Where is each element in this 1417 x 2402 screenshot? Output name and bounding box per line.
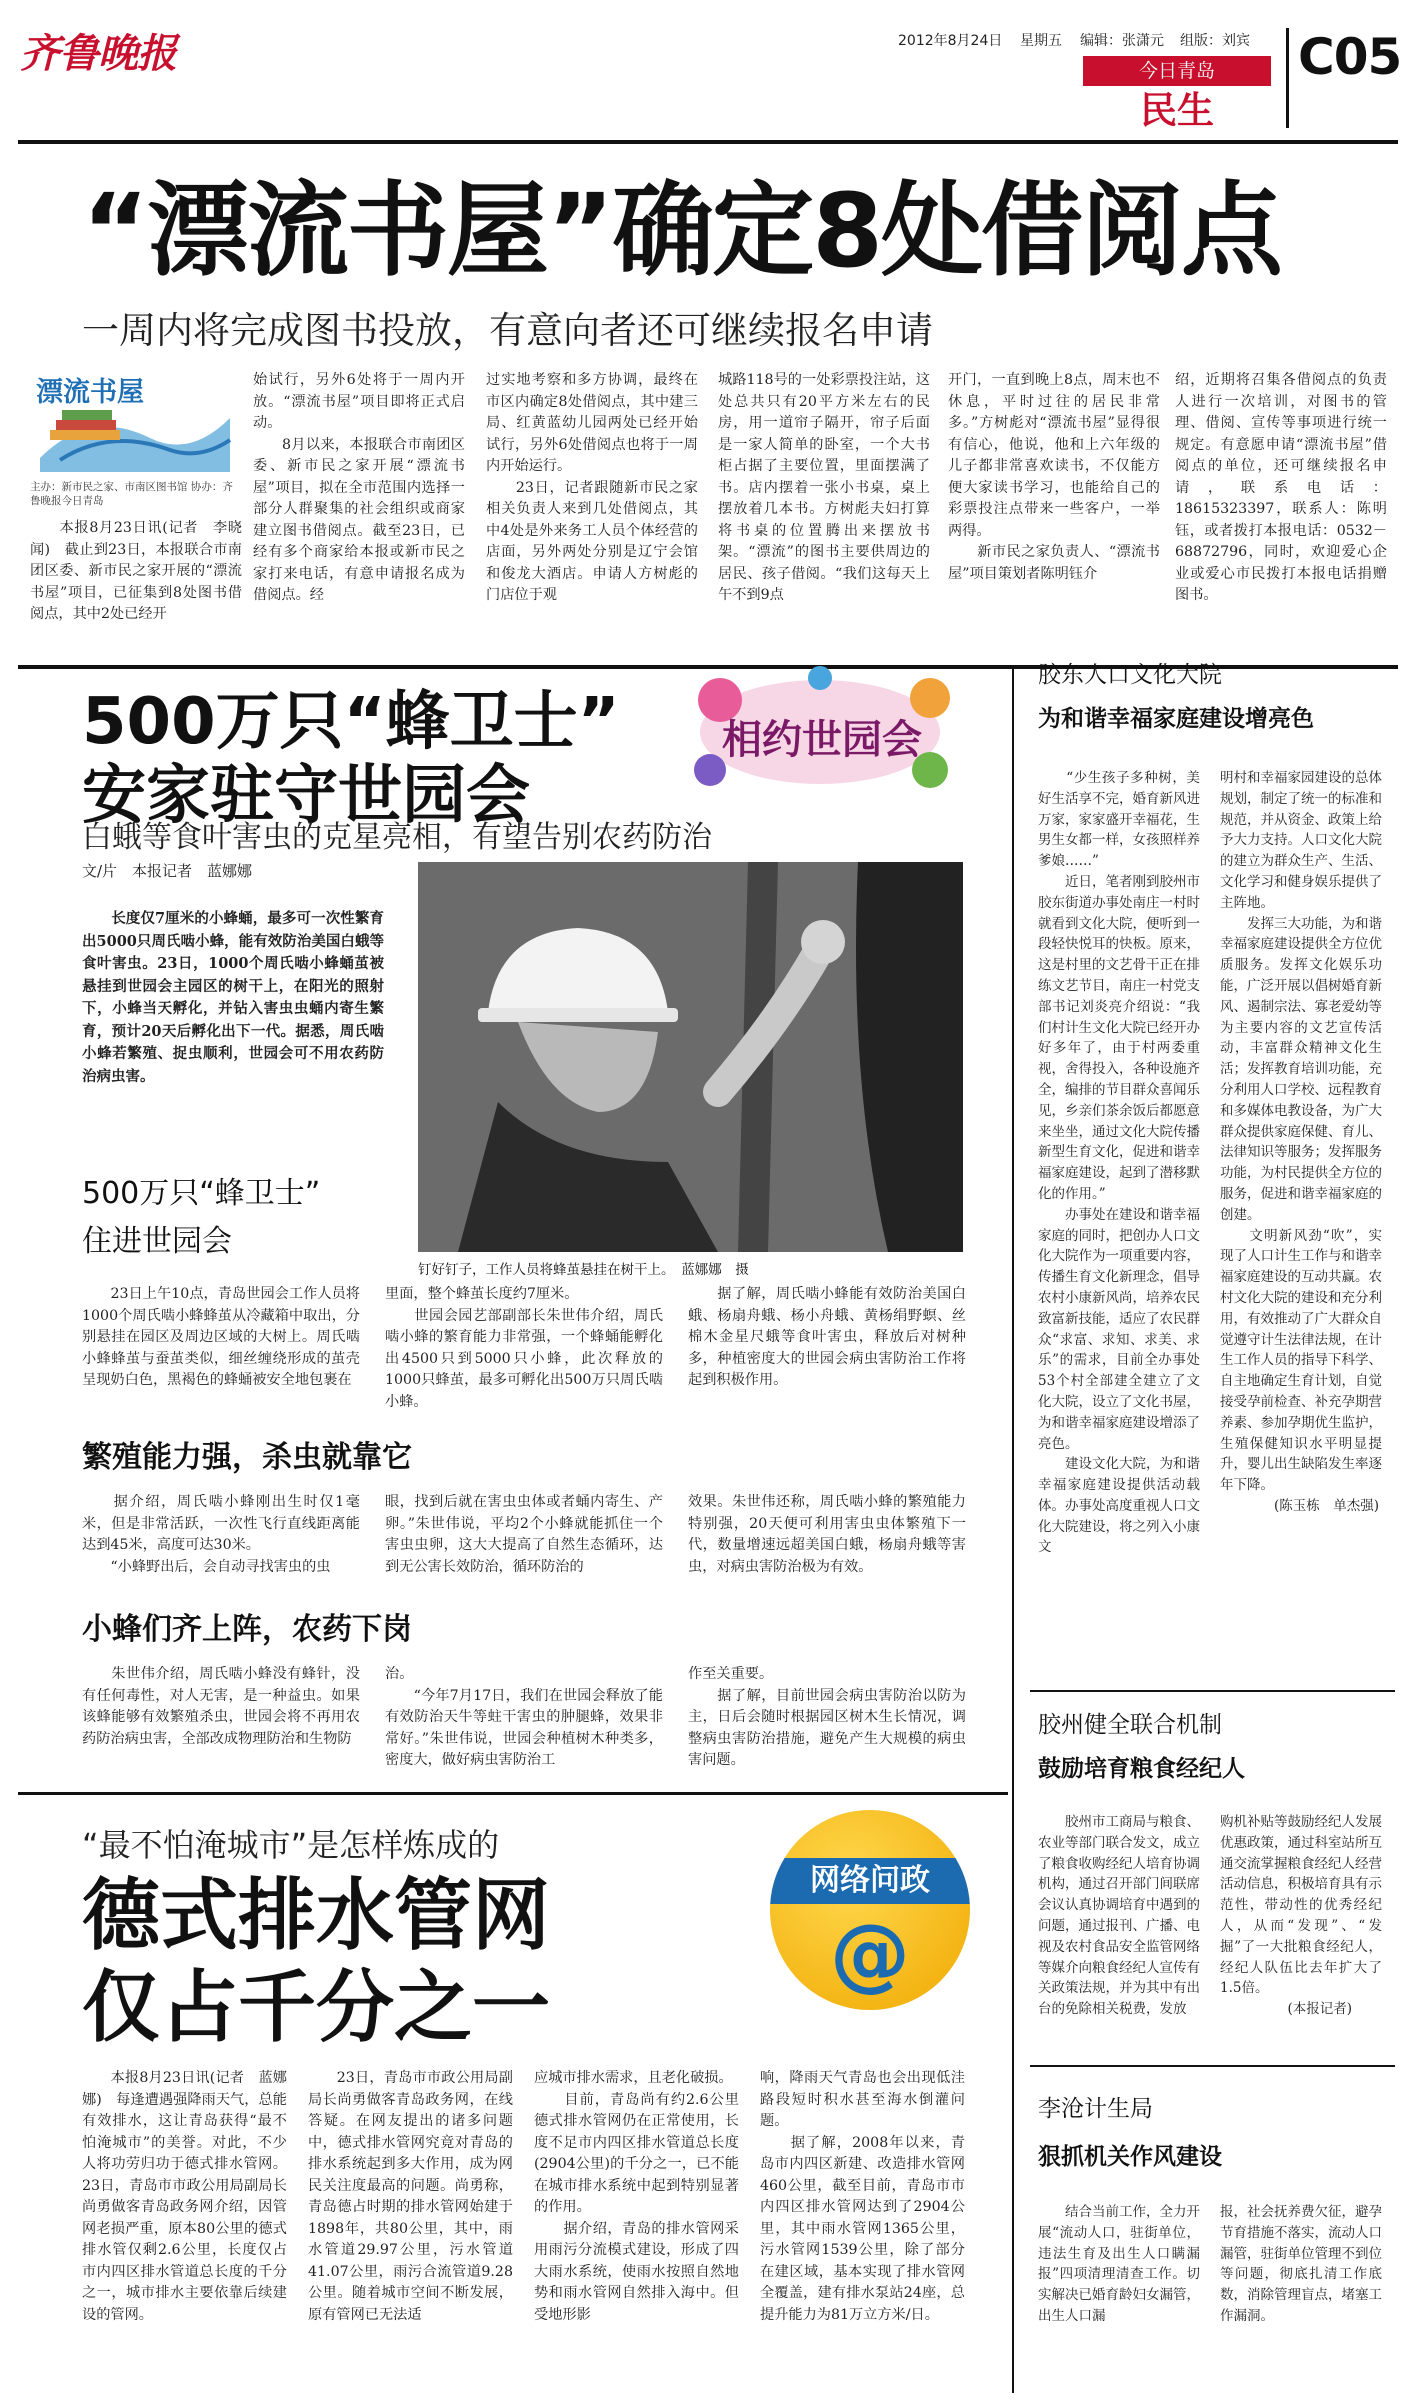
lead-col-4: 城路118号的一处彩票投注站，这处总共只有20平方米左右的民房，用一道帘子隔开，帘子后面是一家人简单的卧室，一个大书柜占据了主要位置，里面摆满了书。店内摆着一张小书桌，桌上摆放着几本书。方树彪夫妇打算将书桌的位置腾出来摆放书架。“漂流”的图书主要供周边的居民、孩子借阅。“我们这每天上午不到9点 (718, 372, 930, 603)
bee-sec1-col-3: 据了解，周氏啮小蜂能有效防治美国白蛾、杨扇舟蛾、杨小舟蛾、黄杨绢野螟、丝棉木金星尺蛾等食叶害虫，释放后对树种多，种植密度大的世园会病虫害防治工作将起到积极作用。 (688, 1286, 966, 1388)
newspaper-logo: 齐鲁晚报 (20, 30, 176, 77)
bee-subhead-1b: 住进世园会 (82, 1224, 232, 1259)
lead-col-2: 始试行，另外6处将于一周内开放。“漂流书屋”项目即将正式启动。 8月以来，本报联合市南团区委、新市民之家开展“漂流书屋”项目，拟在全市范围内选择一部分人群聚集的社会组织或商家建立图书借阅点。截至23日，已经有多个商家给本报或新市民之家打来电话，有意申请报名成为借阅点。经 (253, 372, 465, 603)
sidebar-divider (1012, 668, 1014, 2393)
sidebar-1-title: 胶东人口文化大院 (1038, 662, 1222, 688)
sidebar-rule-2 (1030, 2065, 1395, 2067)
lead-headline: “漂流书屋”确定8处借阅点 (82, 172, 1282, 291)
lead-col-6: 绍，近期将召集各借阅点的负责人进行一次培训，对图书的管理、借阅、宣传等事项进行统一规定。有意愿申请“漂流书屋”借阅点的单位，还可继续报名申请，联系电话：18615323397，联系人：陈明钰，或者拨打本报电话：0532－68872796，同时，欢迎爱心企业或爱心市民拨打本报电话捐赠图书。 (1175, 372, 1387, 603)
lead-col-3: 过实地考察和多方协调，最终在市区内确定8处借阅点，其中建三局、红黄蓝幼儿园两处已经开始试行，另外6处借阅点也将于一周内开始运行。 23日，记者跟随新市民之家相关负责人来到几处借阅点，其中4处是外来务工人员个体经营的店面，另外两处分别是辽宁会馆和俊龙大酒店。申请人方树彪的门店位于观 (486, 372, 698, 603)
bee-sec3-col-2: 治。 “今年7月17日，我们在世园会释放了能有效防治天牛等蛀干害虫的肿腿蜂，效果非常好。”朱世伟说，世园会种植树木种类多，密度大，做好病虫害防治工 (385, 1666, 663, 1768)
bookhouse-logo-caption: 主办：新市民之家、市南区图书馆 协办：齐鲁晚报今日青岛 (30, 481, 233, 507)
sidebar-3-col-1: 结合当前工作，全力开展“流动人口，驻街单位，违法生育及出生人口瞒漏报”四项清理清查工作。切实解决已婚育龄妇女漏管，出生人口漏 (1038, 2204, 1200, 2324)
bee-headline-line2: 安家驻守世园会 (82, 759, 530, 833)
page-number: C05 (1298, 28, 1402, 86)
sidebar-1-subtitle: 为和谐幸福家庭建设增亮色 (1038, 706, 1314, 732)
masthead-rule (18, 140, 1398, 144)
masthead (0, 0, 1417, 150)
bee-sec2-col-3: 效果。朱世伟还称，周氏啮小蜂的繁殖能力特别强，20天便可利用害虫虫体繁殖下一代，数量增速远超美国白蛾，杨扇舟蛾等害虫，对病虫害防治极为有效。 (688, 1494, 966, 1575)
drain-col-1: 本报8月23日讯(记者 蓝娜娜) 每逢遭遇强降雨天气，总能有效排水，这让青岛获得“最不怕淹城市”的美誉。对此，不少人将功劳归功于德式排水管网。23日，青岛市市政公用局副局长尚勇做客青岛政务网介绍，因管网老损严重，原本80公里的德式排水管仅剩2.6公里，长度仅占市内四区排水管道总长度的千分之一，城市排水主要依靠后续建设的管网。 (82, 2070, 287, 2323)
sidebar-3-col-2: 报，社会抚养费欠征，避孕节育措施不落实，流动人口漏管，驻街单位管理不到位等问题，彻底扎清工作底数，消除管理盲点，堵塞工作漏洞。 (1220, 2204, 1382, 2324)
column-label: 民生 (1140, 89, 1214, 132)
bookhouse-logo-text: 漂流书屋 (36, 377, 144, 408)
drain-col-2: 23日，青岛市市政公用局副局长尚勇做客青岛政务网，在线答疑。在网友提出的诸多问题中，德式排水管网究竟对青岛的排水系统起到多大作用，成为网民关注度最高的问题。尚勇称，青岛德占时期的排水管网始建于1898年，共80公里，其中，雨水管道29.97公里，污水管道41.07公里，雨污合流管道9.28公里。随着城市空间不断发展，原有管网已无法适 (308, 2070, 513, 2323)
online-politics-logo (770, 1810, 970, 2010)
layout-credit: 组版：刘宾 (1180, 33, 1250, 49)
expo-logo (680, 660, 965, 800)
issue-weekday: 星期五 (1020, 33, 1062, 49)
bee-byline: 文/片 本报记者 蓝娜娜 (82, 862, 253, 880)
sidebar-1-col-2: 明村和幸福家园建设的总体规划，制定了统一的标准和规范，并从资金、政策上给予大力支持。人口文化大院的建立为群众生产、生活、文化学习和健身娱乐提供了主阵地。 发挥三大功能，为和谐幸福家庭建设提供全方位优质服务。发挥文化娱乐功能，广泛开展以倡树婚育新风、遏制宗法、寡老爱幼等为主要内容的文艺宣传活动，丰富群众精神文化生活；发挥教育培训功能，充分利用人口学校、远程教育和多媒体电教设备，为广大群众提供家庭保健、育儿、法律知识等服务；发挥服务功能，为村民提供全方位的服务，促进和谐幸福家庭的创建。 文明新风劲“吹”，实现了人口计生工作与和谐幸福家庭建设的互动共赢。农村文化大院的建设和充分利用，有效推动了广大群众自觉遵守计生法律法规，在计生工作人员的指导下科学、自主地确定生育计划，自觉接受孕前检查、补充孕期营养素、参加孕期优生监护，生殖保健知识水平明显提升，婴儿出生缺陷发生率逐年下降。 (陈玉栋 单杰强) (1220, 770, 1382, 1514)
bee-headline-line1: 500万只“蜂卫士” (82, 685, 620, 759)
masthead-divider (1286, 28, 1289, 128)
bee-subhead-1a: 500万只“蜂卫士” (82, 1176, 321, 1211)
bee-subhead-2: 繁殖能力强，杀虫就靠它 (82, 1440, 412, 1475)
section-badge: 今日青岛 (1083, 56, 1271, 86)
drain-col-3: 应城市排水需求，且老化破损。 目前，青岛尚有约2.6公里德式排水管网仍在正常使用，长度不足市内四区排水管道总长度(2904公里)的千分之一，已不能在城市排水系统中起到特别显著的作用。 据介绍，青岛的排水管网采用雨污分流模式建设，形成了四大雨水系统，使雨水按照自然地势和雨水管网自然排入海中。但受地形影 (534, 2070, 739, 2323)
lead-subhead: 一周内将完成图书投放，有意向者还可继续报名申请 (82, 309, 933, 352)
expo-logo-text: 相约世园会 (722, 717, 922, 763)
bee-sec1-col-1: 23日上午10点，青岛世园会工作人员将1000个周氏啮小蜂蜂茧从冷藏箱中取出，分别悬挂在园区及周边区域的大树上。周氏啮小蜂蜂茧与蚕茧类似，细丝缠绕形成的茧壳呈现奶白色，黑褐色的蜂蛹被安全地包裹在 (82, 1286, 360, 1388)
drain-col-4: 响，降雨天气青岛也会出现低洼路段短时积水甚至海水倒灌问题。 据了解，2008年以来，青岛市内四区新建、改造排水管网460公里，截至目前，青岛市市内四区排水管网达到了2904公里，其中雨水管网1365公里，污水管网1539公里，除了部分在建区域，基本实现了排水管网全覆盖，建有排水泵站24座，总提升能力为81万立方米/日。 (760, 2070, 965, 2323)
bee-bottom-rule (18, 1792, 1008, 1795)
bee-sec2-col-1: 据介绍，周氏啮小蜂刚出生时仅1毫米，但是非常活跃，一次性飞行直线距离能达到45米，高度可达30米。 “小蜂野出后，会自动寻找害虫的虫 (82, 1494, 360, 1575)
sidebar-3-title: 李沧计生局 (1038, 2096, 1153, 2122)
bee-sec1-col-2: 里面，整个蜂茧长度约7厘米。 世园会园艺部副部长朱世伟介绍，周氏啮小蜂的繁育能力非常强，一个蜂蛹能孵化出4500只到5000只小蜂，此次释放的1000只蜂茧，最多可孵化出500万只周氏啮小蜂。 (385, 1286, 663, 1410)
lead-col-1: 本报8月23日讯(记者 李晓闻) 截止到23日，本报联合市南团区委、新市民之家开展的“漂流书屋”项目，已征集到8处图书借阅点，其中2处已经开 (30, 520, 242, 622)
bee-sec3-col-3: 作至关重要。 据了解，目前世园会病虫害防治以防为主，日后会随时根据园区树木生长情况，调整病虫害防治措施，避免产生大规模的病虫害问题。 (688, 1666, 966, 1768)
online-politics-logo-text: 网络问政 (770, 1858, 970, 1904)
bee-photo-caption: 钉好钉子，工作人员将蜂茧悬挂在树干上。 蓝娜娜 摄 (418, 1262, 749, 1278)
editor-credit: 编辑：张潇元 (1080, 33, 1164, 49)
lead-col-5: 开门，一直到晚上8点，周末也不休息，平时过往的居民非常多。”方树彪对“漂流书屋”显得很有信心，他说，他和上六年级的儿子都非常喜欢读书，不仅能方便大家读书学习，也能给自己的彩票投注点带来一些客户，一举两得。 新市民之家负责人、“漂流书屋”项目策划者陈明钰介 (948, 372, 1160, 582)
drain-headline-line1: 德式排水管网 (82, 1871, 551, 1961)
sidebar-1-col-1: “少生孩子多种树，美好生活享不完，婚育新风进万家，家家盛开幸福花，生男生女都一样，女孩照样养爹娘……” 近日，笔者刚到胶州市胶东街道办事处南庄一村时就看到文化大院，便听到一段轻快悦耳的快板。原来，这是村里的文艺骨干正在排练文艺节目，南庄一村党支部书记刘炎亮介绍说：“我们村计生文化大院已经开办好多年了，由于村两委重视，舍得投入，各种设施齐全，编排的节目群众喜闻乐见，乡亲们茶余饭后都愿意来坐坐，通过文化大院传播新型生育文化，促进和谐幸福家庭建设，起到了潜移默化的作用。” 办事处在建设和谐幸福家庭的同时，把创办人口文化大院作为一项重要内容，传播生育文化新理念，倡导农村小康新风尚，培养农民致富新技能，适应了农民群众“求富、求知、求美、求乐”的需求，目前全办事处53个村全部建全建立了文化大院，设立了文化书屋，为和谐幸福家庭建设增添了亮色。 建设文化大院，为和谐幸福家庭建设提供活动载体。办事处高度重视人口文化大院建设，将之列入小康文 (1038, 770, 1200, 1556)
drain-headline-line2: 仅占千分之一 (82, 1963, 551, 2053)
bee-photo (418, 862, 963, 1252)
bee-intro: 长度仅7厘米的小蜂蛹，最多可一次性繁育出5000只周氏啮小蜂，能有效防治美国白蛾等食叶害虫。23日，1000个周氏啮小蜂蛹茧被悬挂到世园会主园区的树干上，在阳光的照射下，小蜂当天孵化，并钻入害虫虫蛹内寄生繁育，预计20天后孵化出下一代。据悉，周氏啮小蜂若繁殖、捉虫顺利，世园会可不用农药防治病虫害。 (82, 910, 384, 1085)
drifting-bookhouse-logo (30, 368, 240, 472)
bee-subhead-3: 小蜂们齐上阵，农药下岗 (82, 1612, 412, 1647)
sidebar-2-subtitle: 鼓励培育粮食经纪人 (1038, 1756, 1245, 1782)
sidebar-3-subtitle: 狠抓机关作风建设 (1038, 2144, 1222, 2170)
bee-subhead: 白蛾等食叶害虫的克星亮相，有望告别农药防治 (82, 820, 712, 855)
issue-date: 2012年8月24日 (898, 33, 1003, 49)
bee-sec2-col-2: 眼，找到后就在害虫虫体或者蛹内寄生、产卵。”朱世伟说，平均2个小蜂就能抓住一个害虫虫卵，这大大提高了自然生态循环，达到无公害长效防治，循环防治的 (385, 1494, 663, 1575)
drain-kicker: “最不怕淹城市”是怎样炼成的 (82, 1826, 500, 1864)
sidebar-2-col-1: 胶州市工商局与粮食、农业等部门联合发文，成立了粮食收购经纪人培育协调机构，通过召开部门间联席会议认真协调培育中遇到的问题，通过报刊、广播、电视及农村食品安全监管网络等媒介向粮食经纪人宣传有关政策法规，并为其中有出台的免除相关税费，发放 (1038, 1814, 1200, 2018)
at-sign-icon: @ (830, 1907, 910, 2000)
sidebar-2-title: 胶州健全联合机制 (1038, 1712, 1222, 1738)
sidebar-rule-1 (1030, 1690, 1395, 1692)
sidebar-2-col-2: 购机补贴等鼓励经纪人发展优惠政策，通过科室站所互通交流掌握粮食经纪人经营活动信息，积极培育具有示范性，带动性的优秀经纪人，从而“发现”、“发掘”了一大批粮食经纪人，经纪人队伍比去年扩大了1.5倍。 (本报记者) (1220, 1814, 1382, 2018)
bee-sec3-col-1: 朱世伟介绍，周氏啮小蜂没有蜂针，没有任何毒性，对人无害，是一种益虫。如果该蜂能够有效繁殖杀虫，世园会将不再用农药防治病虫害，全部改成物理防治和生物防 (82, 1666, 360, 1747)
